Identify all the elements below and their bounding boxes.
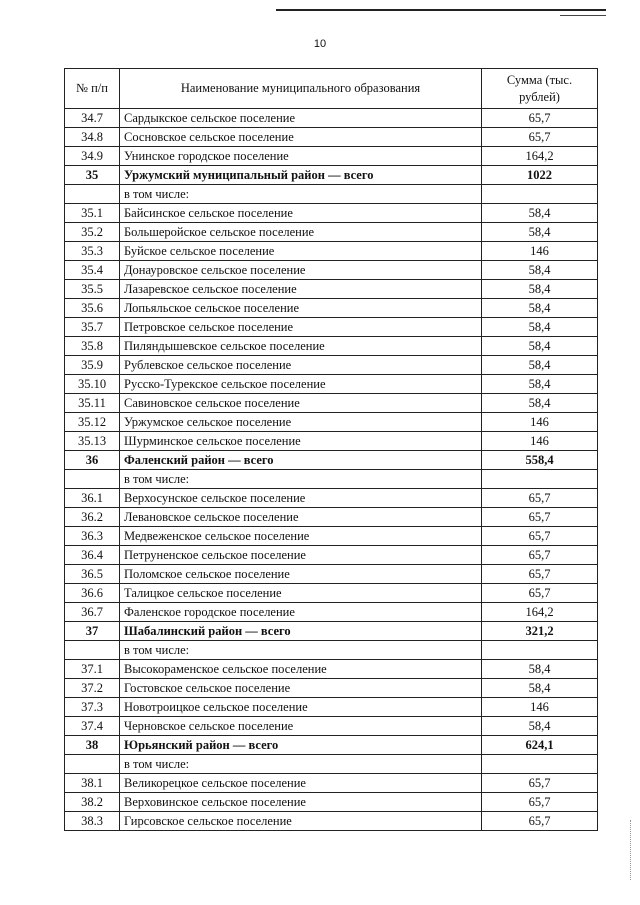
row-name: Поломское сельское поселение: [120, 565, 482, 584]
row-number: 35.10: [65, 375, 120, 394]
row-number: [65, 641, 120, 660]
table-row: [65, 774, 598, 793]
header-sum: Сумма (тыс. рублей): [482, 69, 598, 109]
row-number: 36.1: [65, 489, 120, 508]
row-sum: [482, 755, 598, 774]
table-row: [65, 242, 598, 261]
row-sum: 146: [482, 242, 598, 261]
row-sum: 164,2: [482, 147, 598, 166]
row-name: Уржумский муниципальный район — всего: [120, 166, 482, 185]
row-number: 38: [65, 736, 120, 755]
table-row: [65, 413, 598, 432]
row-sum: 65,7: [482, 489, 598, 508]
table-row: [65, 603, 598, 622]
row-name: Медвеженское сельское поселение: [120, 527, 482, 546]
row-sum: 65,7: [482, 109, 598, 128]
table-row: [65, 508, 598, 527]
row-name: Русско-Турекское сельское поселение: [120, 375, 482, 394]
table-row-total: [65, 736, 598, 755]
row-name: Большеройское сельское поселение: [120, 223, 482, 242]
row-name: Лопьяльское сельское поселение: [120, 299, 482, 318]
row-number: 36.3: [65, 527, 120, 546]
table-row: [65, 375, 598, 394]
table-row: [65, 812, 598, 831]
table-row: [65, 717, 598, 736]
row-sum: 65,7: [482, 546, 598, 565]
row-name: Шурминское сельское поселение: [120, 432, 482, 451]
row-sum: 58,4: [482, 375, 598, 394]
header-rule: [276, 9, 606, 11]
page-number: 10: [313, 38, 327, 50]
table-body: [65, 109, 598, 831]
row-name: Новотроицкое сельское поселение: [120, 698, 482, 717]
row-name: Уржумское сельское поселение: [120, 413, 482, 432]
row-number: 35.3: [65, 242, 120, 261]
row-number: 35.2: [65, 223, 120, 242]
row-name: Талицкое сельское поселение: [120, 584, 482, 603]
row-name: Великорецкое сельское поселение: [120, 774, 482, 793]
row-name: Рублевское сельское поселение: [120, 356, 482, 375]
row-sum: 558,4: [482, 451, 598, 470]
table-row-total: [65, 166, 598, 185]
row-sum: 146: [482, 698, 598, 717]
table-header-row: [65, 69, 598, 109]
row-name: Гирсовское сельское поселение: [120, 812, 482, 831]
row-name: Пиляндышевское сельское поселение: [120, 337, 482, 356]
row-name: Фаленское городское поселение: [120, 603, 482, 622]
row-number: 35: [65, 166, 120, 185]
row-name: Унинское городское поселение: [120, 147, 482, 166]
row-number: 35.11: [65, 394, 120, 413]
row-sum: 58,4: [482, 679, 598, 698]
row-number: 37.4: [65, 717, 120, 736]
row-sum: 58,4: [482, 717, 598, 736]
table-row: [65, 698, 598, 717]
table-row: [65, 755, 598, 774]
table-row: [65, 261, 598, 280]
row-number: 36.7: [65, 603, 120, 622]
row-name: Сосновское сельское поселение: [120, 128, 482, 147]
row-name: Сардыкское сельское поселение: [120, 109, 482, 128]
row-number: [65, 470, 120, 489]
row-number: 37.3: [65, 698, 120, 717]
row-sum: 58,4: [482, 261, 598, 280]
row-number: 36.5: [65, 565, 120, 584]
table-row: [65, 584, 598, 603]
row-sum: 146: [482, 413, 598, 432]
row-number: 35.1: [65, 204, 120, 223]
row-name: Черновское сельское поселение: [120, 717, 482, 736]
row-number: 35.12: [65, 413, 120, 432]
row-name: Гостовское сельское поселение: [120, 679, 482, 698]
row-sum: 321,2: [482, 622, 598, 641]
table-row: [65, 337, 598, 356]
row-number: 38.2: [65, 793, 120, 812]
row-number: 37.2: [65, 679, 120, 698]
row-number: 34.9: [65, 147, 120, 166]
table-row: [65, 394, 598, 413]
row-number: 36.4: [65, 546, 120, 565]
row-sum: 65,7: [482, 584, 598, 603]
row-number: 35.13: [65, 432, 120, 451]
row-sum: 58,4: [482, 318, 598, 337]
row-name: Петруненское сельское поселение: [120, 546, 482, 565]
row-name: Фаленский район — всего: [120, 451, 482, 470]
row-name: в том числе:: [120, 470, 482, 489]
header-rule-short: [560, 15, 606, 16]
row-name: Левановское сельское поселение: [120, 508, 482, 527]
table-row: [65, 280, 598, 299]
table-row: [65, 223, 598, 242]
header-name: Наименование муниципального образования: [120, 69, 482, 109]
row-number: 34.7: [65, 109, 120, 128]
row-sum: 146: [482, 432, 598, 451]
row-name: Верховинское сельское поселение: [120, 793, 482, 812]
row-name: Петровское сельское поселение: [120, 318, 482, 337]
table-row: [65, 147, 598, 166]
row-number: 36.6: [65, 584, 120, 603]
row-number: 35.4: [65, 261, 120, 280]
table-row: [65, 128, 598, 147]
row-sum: 65,7: [482, 565, 598, 584]
table-row: [65, 185, 598, 204]
row-sum: 58,4: [482, 299, 598, 318]
row-name: Савиновское сельское поселение: [120, 394, 482, 413]
row-name: Высокораменское сельское поселение: [120, 660, 482, 679]
table-row: [65, 432, 598, 451]
row-sum: 65,7: [482, 128, 598, 147]
row-sum: [482, 470, 598, 489]
row-number: 35.6: [65, 299, 120, 318]
header-number: № п/п: [65, 69, 120, 109]
row-sum: [482, 185, 598, 204]
row-name: Юрьянский район — всего: [120, 736, 482, 755]
row-sum: 58,4: [482, 337, 598, 356]
row-name: Буйское сельское поселение: [120, 242, 482, 261]
row-number: 37.1: [65, 660, 120, 679]
row-sum: 164,2: [482, 603, 598, 622]
row-sum: 58,4: [482, 660, 598, 679]
allocation-table: [64, 68, 598, 831]
row-sum: 58,4: [482, 223, 598, 242]
table-row: [65, 546, 598, 565]
table-row: [65, 641, 598, 660]
row-sum: 58,4: [482, 204, 598, 223]
row-number: 37: [65, 622, 120, 641]
row-number: 35.8: [65, 337, 120, 356]
table-row: [65, 793, 598, 812]
row-sum: 58,4: [482, 280, 598, 299]
table-row-total: [65, 622, 598, 641]
table-row: [65, 470, 598, 489]
row-number: [65, 185, 120, 204]
row-name: Донауровское сельское поселение: [120, 261, 482, 280]
table-row: [65, 660, 598, 679]
row-name: в том числе:: [120, 755, 482, 774]
row-number: 36: [65, 451, 120, 470]
row-sum: 58,4: [482, 356, 598, 375]
row-number: 35.9: [65, 356, 120, 375]
row-number: 36.2: [65, 508, 120, 527]
row-sum: 624,1: [482, 736, 598, 755]
table-row: [65, 109, 598, 128]
row-sum: 65,7: [482, 508, 598, 527]
row-number: 35.5: [65, 280, 120, 299]
table-row: [65, 204, 598, 223]
table-row: [65, 299, 598, 318]
row-sum: 65,7: [482, 793, 598, 812]
row-sum: 1022: [482, 166, 598, 185]
table-row: [65, 527, 598, 546]
table-row: [65, 679, 598, 698]
row-number: 34.8: [65, 128, 120, 147]
row-number: 35.7: [65, 318, 120, 337]
row-sum: 58,4: [482, 394, 598, 413]
row-name: в том числе:: [120, 185, 482, 204]
scan-artifact: [630, 820, 634, 880]
table-row: [65, 489, 598, 508]
row-sum: 65,7: [482, 527, 598, 546]
table-row: [65, 318, 598, 337]
row-name: в том числе:: [120, 641, 482, 660]
row-name: Байсинское сельское поселение: [120, 204, 482, 223]
row-sum: [482, 641, 598, 660]
row-number: 38.1: [65, 774, 120, 793]
table-row: [65, 565, 598, 584]
row-name: Лазаревское сельское поселение: [120, 280, 482, 299]
row-number: [65, 755, 120, 774]
row-sum: 65,7: [482, 812, 598, 831]
row-name: Верхосунское сельское поселение: [120, 489, 482, 508]
table-row-total: [65, 451, 598, 470]
row-name: Шабалинский район — всего: [120, 622, 482, 641]
table-row: [65, 356, 598, 375]
row-number: 38.3: [65, 812, 120, 831]
row-sum: 65,7: [482, 774, 598, 793]
